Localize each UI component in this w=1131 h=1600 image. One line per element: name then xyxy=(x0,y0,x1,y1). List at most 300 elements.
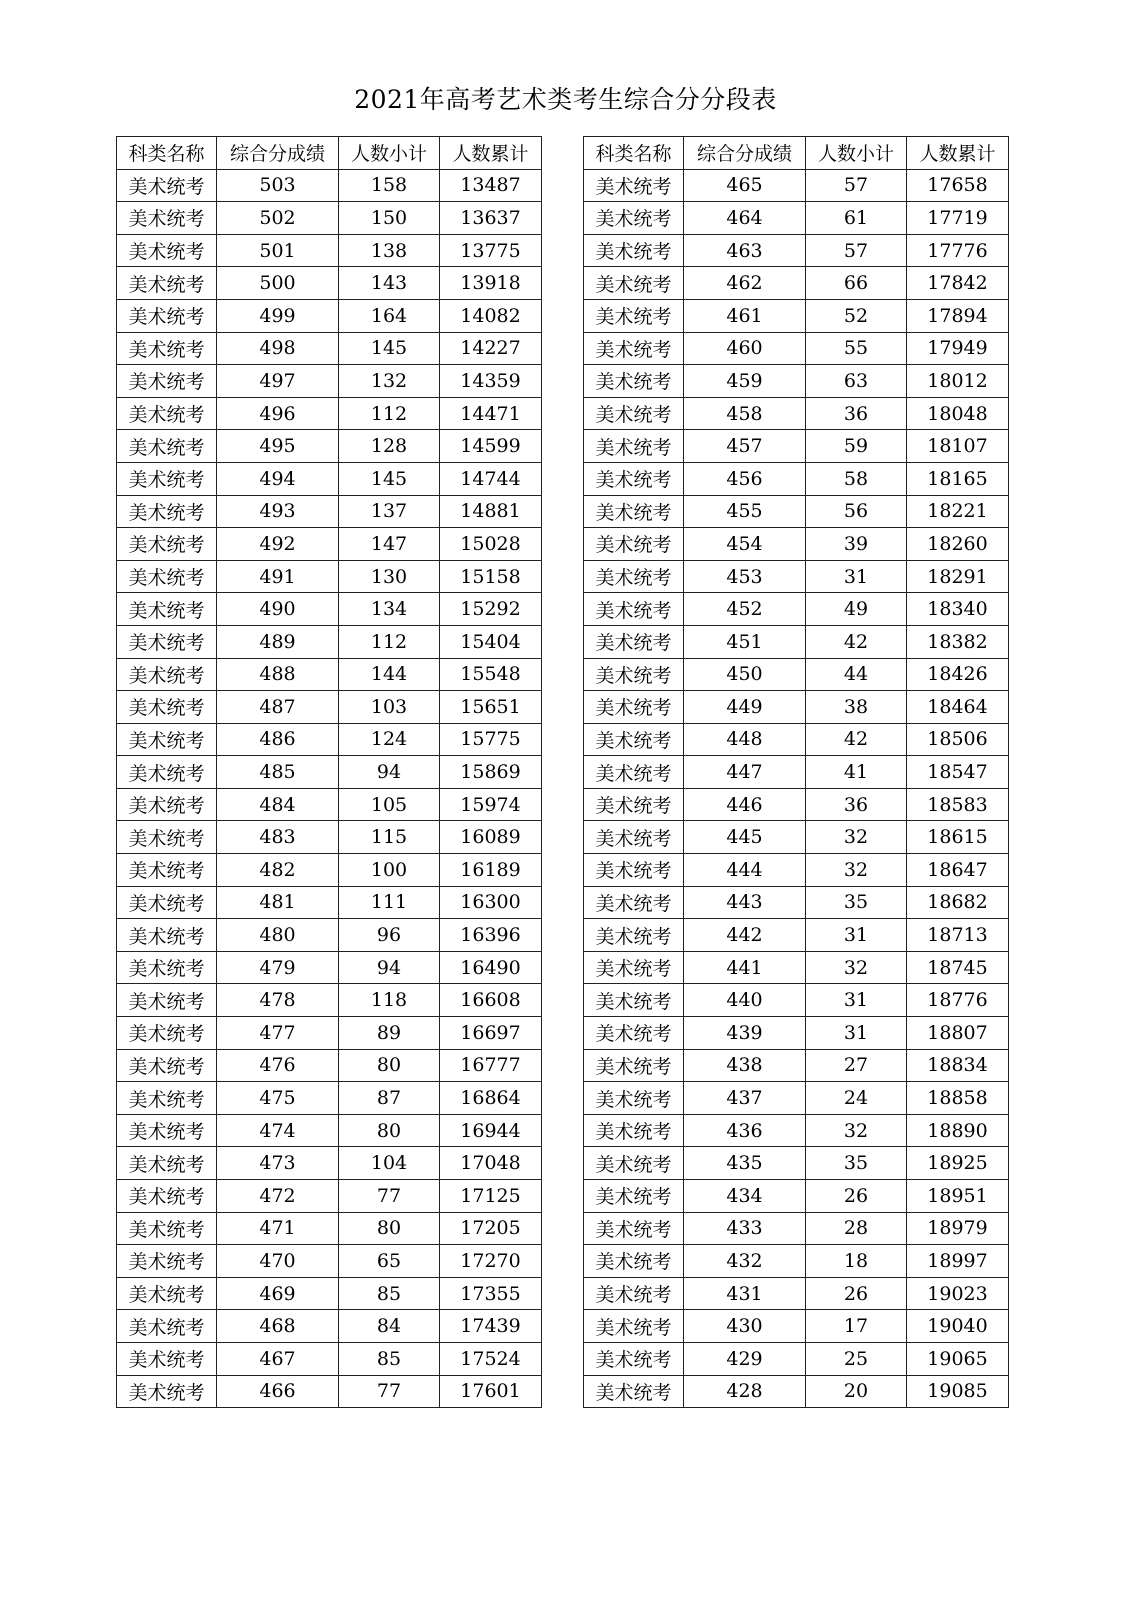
cell-score: 474 xyxy=(217,1114,339,1147)
table-row xyxy=(117,397,542,430)
cell-cumulative: 17048 xyxy=(440,1147,542,1180)
cell-count: 18 xyxy=(806,1245,907,1278)
cell-score: 503 xyxy=(217,169,339,202)
cell-count: 128 xyxy=(339,430,440,463)
cell-category: 美术统考 xyxy=(584,1147,684,1180)
cell-category: 美术统考 xyxy=(117,169,217,202)
cell-count: 28 xyxy=(806,1212,907,1245)
cell-score: 453 xyxy=(684,560,806,593)
cell-category: 美术统考 xyxy=(584,756,684,789)
cell-count: 100 xyxy=(339,854,440,887)
cell-count: 80 xyxy=(339,1212,440,1245)
cell-count: 138 xyxy=(339,234,440,267)
cell-category: 美术统考 xyxy=(117,1375,217,1408)
cell-category: 美术统考 xyxy=(584,658,684,691)
header-cumulative: 人数累计 xyxy=(440,137,542,170)
cell-category: 美术统考 xyxy=(117,495,217,528)
cell-category: 美术统考 xyxy=(117,593,217,626)
table-row xyxy=(584,919,1009,952)
cell-category: 美术统考 xyxy=(117,854,217,887)
cell-score: 487 xyxy=(217,691,339,724)
cell-cumulative: 18221 xyxy=(907,495,1009,528)
cell-cumulative: 15548 xyxy=(440,658,542,691)
table-row xyxy=(584,1114,1009,1147)
cell-count: 63 xyxy=(806,365,907,398)
cell-score: 452 xyxy=(684,593,806,626)
cell-count: 42 xyxy=(806,723,907,756)
cell-score: 446 xyxy=(684,788,806,821)
table-row xyxy=(584,854,1009,887)
table-row xyxy=(584,1342,1009,1375)
cell-cumulative: 13487 xyxy=(440,169,542,202)
cell-category: 美术统考 xyxy=(584,1114,684,1147)
table-row xyxy=(117,788,542,821)
cell-cumulative: 18682 xyxy=(907,886,1009,919)
cell-cumulative: 19040 xyxy=(907,1310,1009,1343)
cell-cumulative: 16189 xyxy=(440,854,542,887)
cell-count: 111 xyxy=(339,886,440,919)
cell-score: 499 xyxy=(217,299,339,332)
cell-category: 美术统考 xyxy=(117,1082,217,1115)
table-row xyxy=(584,1277,1009,1310)
cell-count: 164 xyxy=(339,299,440,332)
cell-cumulative: 18260 xyxy=(907,528,1009,561)
table-row xyxy=(117,593,542,626)
cell-category: 美术统考 xyxy=(117,365,217,398)
cell-count: 94 xyxy=(339,756,440,789)
cell-category: 美术统考 xyxy=(117,560,217,593)
cell-count: 77 xyxy=(339,1180,440,1213)
table-row xyxy=(584,984,1009,1017)
cell-category: 美术统考 xyxy=(117,397,217,430)
cell-category: 美术统考 xyxy=(584,1310,684,1343)
table-row xyxy=(117,365,542,398)
cell-score: 475 xyxy=(217,1082,339,1115)
cell-count: 103 xyxy=(339,691,440,724)
cell-cumulative: 17270 xyxy=(440,1245,542,1278)
cell-score: 486 xyxy=(217,723,339,756)
cell-category: 美术统考 xyxy=(117,821,217,854)
cell-score: 502 xyxy=(217,202,339,235)
cell-count: 137 xyxy=(339,495,440,528)
cell-category: 美术统考 xyxy=(117,462,217,495)
cell-count: 32 xyxy=(806,1114,907,1147)
table-row xyxy=(117,625,542,658)
cell-category: 美术统考 xyxy=(584,1082,684,1115)
table-row xyxy=(117,1017,542,1050)
cell-score: 456 xyxy=(684,462,806,495)
cell-category: 美术统考 xyxy=(584,169,684,202)
table-row xyxy=(584,267,1009,300)
cell-category: 美术统考 xyxy=(584,691,684,724)
cell-cumulative: 19065 xyxy=(907,1342,1009,1375)
cell-category: 美术统考 xyxy=(584,234,684,267)
cell-score: 428 xyxy=(684,1375,806,1408)
cell-score: 460 xyxy=(684,332,806,365)
cell-count: 66 xyxy=(806,267,907,300)
table-row xyxy=(117,1375,542,1408)
cell-category: 美术统考 xyxy=(584,1049,684,1082)
cell-cumulative: 17719 xyxy=(907,202,1009,235)
cell-cumulative: 18997 xyxy=(907,1245,1009,1278)
header-score: 综合分成绩 xyxy=(217,137,339,170)
header-score: 综合分成绩 xyxy=(684,137,806,170)
cell-category: 美术统考 xyxy=(584,332,684,365)
cell-count: 31 xyxy=(806,560,907,593)
cell-cumulative: 14881 xyxy=(440,495,542,528)
cell-cumulative: 15974 xyxy=(440,788,542,821)
cell-category: 美术统考 xyxy=(584,951,684,984)
cell-count: 85 xyxy=(339,1277,440,1310)
cell-count: 65 xyxy=(339,1245,440,1278)
cell-cumulative: 18426 xyxy=(907,658,1009,691)
header-category: 科类名称 xyxy=(584,137,684,170)
cell-count: 89 xyxy=(339,1017,440,1050)
table-header-row xyxy=(584,137,1009,170)
score-table-right xyxy=(583,136,1009,1408)
table-row xyxy=(117,1245,542,1278)
cell-category: 美术统考 xyxy=(117,1180,217,1213)
cell-score: 500 xyxy=(217,267,339,300)
cell-count: 32 xyxy=(806,854,907,887)
cell-count: 115 xyxy=(339,821,440,854)
table-row xyxy=(117,821,542,854)
cell-score: 455 xyxy=(684,495,806,528)
cell-score: 465 xyxy=(684,169,806,202)
table-row xyxy=(117,1342,542,1375)
cell-score: 454 xyxy=(684,528,806,561)
cell-category: 美术统考 xyxy=(117,528,217,561)
cell-cumulative: 18107 xyxy=(907,430,1009,463)
cell-cumulative: 18776 xyxy=(907,984,1009,1017)
cell-cumulative: 18979 xyxy=(907,1212,1009,1245)
cell-count: 57 xyxy=(806,234,907,267)
cell-cumulative: 17776 xyxy=(907,234,1009,267)
cell-category: 美术统考 xyxy=(117,625,217,658)
table-row xyxy=(117,723,542,756)
cell-count: 158 xyxy=(339,169,440,202)
cell-score: 459 xyxy=(684,365,806,398)
table-row xyxy=(117,1180,542,1213)
cell-category: 美术统考 xyxy=(117,886,217,919)
table-row xyxy=(584,756,1009,789)
cell-category: 美术统考 xyxy=(584,788,684,821)
cell-score: 471 xyxy=(217,1212,339,1245)
table-row xyxy=(584,593,1009,626)
header-category: 科类名称 xyxy=(117,137,217,170)
cell-score: 493 xyxy=(217,495,339,528)
cell-score: 476 xyxy=(217,1049,339,1082)
cell-cumulative: 15869 xyxy=(440,756,542,789)
cell-count: 31 xyxy=(806,984,907,1017)
cell-cumulative: 17658 xyxy=(907,169,1009,202)
cell-cumulative: 14471 xyxy=(440,397,542,430)
cell-category: 美术统考 xyxy=(117,1049,217,1082)
cell-category: 美术统考 xyxy=(117,984,217,1017)
cell-cumulative: 16944 xyxy=(440,1114,542,1147)
score-table-left xyxy=(116,136,542,1408)
cell-count: 84 xyxy=(339,1310,440,1343)
table-row xyxy=(584,528,1009,561)
cell-score: 437 xyxy=(684,1082,806,1115)
table-row xyxy=(584,169,1009,202)
cell-cumulative: 15028 xyxy=(440,528,542,561)
cell-category: 美术统考 xyxy=(117,202,217,235)
cell-score: 481 xyxy=(217,886,339,919)
cell-score: 429 xyxy=(684,1342,806,1375)
cell-category: 美术统考 xyxy=(117,723,217,756)
table-row xyxy=(117,462,542,495)
cell-cumulative: 13918 xyxy=(440,267,542,300)
cell-cumulative: 18858 xyxy=(907,1082,1009,1115)
cell-score: 432 xyxy=(684,1245,806,1278)
cell-score: 441 xyxy=(684,951,806,984)
cell-category: 美术统考 xyxy=(117,691,217,724)
cell-score: 433 xyxy=(684,1212,806,1245)
cell-score: 478 xyxy=(217,984,339,1017)
cell-cumulative: 16697 xyxy=(440,1017,542,1050)
cell-count: 124 xyxy=(339,723,440,756)
table-row xyxy=(117,691,542,724)
cell-count: 130 xyxy=(339,560,440,593)
cell-score: 490 xyxy=(217,593,339,626)
cell-count: 36 xyxy=(806,397,907,430)
cell-score: 458 xyxy=(684,397,806,430)
cell-count: 39 xyxy=(806,528,907,561)
cell-cumulative: 13775 xyxy=(440,234,542,267)
cell-score: 489 xyxy=(217,625,339,658)
cell-category: 美术统考 xyxy=(584,625,684,658)
table-row xyxy=(584,658,1009,691)
cell-count: 61 xyxy=(806,202,907,235)
cell-score: 461 xyxy=(684,299,806,332)
table-row xyxy=(117,560,542,593)
cell-score: 473 xyxy=(217,1147,339,1180)
cell-count: 24 xyxy=(806,1082,907,1115)
cell-count: 55 xyxy=(806,332,907,365)
cell-cumulative: 15775 xyxy=(440,723,542,756)
table-row xyxy=(117,430,542,463)
cell-category: 美术统考 xyxy=(117,658,217,691)
table-row xyxy=(584,788,1009,821)
table-row xyxy=(117,332,542,365)
cell-count: 105 xyxy=(339,788,440,821)
table-row xyxy=(584,560,1009,593)
cell-category: 美术统考 xyxy=(117,951,217,984)
table-row xyxy=(117,169,542,202)
cell-score: 501 xyxy=(217,234,339,267)
cell-count: 27 xyxy=(806,1049,907,1082)
cell-cumulative: 18382 xyxy=(907,625,1009,658)
cell-category: 美术统考 xyxy=(584,365,684,398)
cell-score: 439 xyxy=(684,1017,806,1050)
table-row xyxy=(584,1375,1009,1408)
cell-cumulative: 16396 xyxy=(440,919,542,952)
cell-score: 497 xyxy=(217,365,339,398)
cell-category: 美术统考 xyxy=(584,267,684,300)
header-count: 人数小计 xyxy=(806,137,907,170)
cell-cumulative: 18291 xyxy=(907,560,1009,593)
cell-score: 444 xyxy=(684,854,806,887)
cell-score: 494 xyxy=(217,462,339,495)
cell-cumulative: 19085 xyxy=(907,1375,1009,1408)
cell-cumulative: 15651 xyxy=(440,691,542,724)
table-row xyxy=(584,397,1009,430)
cell-count: 144 xyxy=(339,658,440,691)
table-row xyxy=(117,1277,542,1310)
cell-cumulative: 17205 xyxy=(440,1212,542,1245)
cell-count: 94 xyxy=(339,951,440,984)
cell-score: 477 xyxy=(217,1017,339,1050)
cell-cumulative: 18464 xyxy=(907,691,1009,724)
cell-category: 美术统考 xyxy=(117,1114,217,1147)
cell-cumulative: 17894 xyxy=(907,299,1009,332)
cell-cumulative: 19023 xyxy=(907,1277,1009,1310)
cell-score: 448 xyxy=(684,723,806,756)
cell-category: 美术统考 xyxy=(584,919,684,952)
cell-score: 492 xyxy=(217,528,339,561)
cell-cumulative: 18647 xyxy=(907,854,1009,887)
cell-cumulative: 18048 xyxy=(907,397,1009,430)
cell-category: 美术统考 xyxy=(117,1277,217,1310)
cell-category: 美术统考 xyxy=(584,495,684,528)
cell-score: 435 xyxy=(684,1147,806,1180)
table-row xyxy=(584,202,1009,235)
cell-category: 美术统考 xyxy=(584,528,684,561)
table-row xyxy=(584,234,1009,267)
table-row xyxy=(584,1049,1009,1082)
cell-category: 美术统考 xyxy=(584,984,684,1017)
table-row xyxy=(117,854,542,887)
cell-category: 美术统考 xyxy=(117,1147,217,1180)
cell-cumulative: 14599 xyxy=(440,430,542,463)
cell-category: 美术统考 xyxy=(584,821,684,854)
cell-cumulative: 18890 xyxy=(907,1114,1009,1147)
cell-cumulative: 18925 xyxy=(907,1147,1009,1180)
cell-score: 447 xyxy=(684,756,806,789)
table-row xyxy=(117,1082,542,1115)
cell-category: 美术统考 xyxy=(584,854,684,887)
cell-count: 26 xyxy=(806,1277,907,1310)
cell-cumulative: 18745 xyxy=(907,951,1009,984)
cell-count: 59 xyxy=(806,430,907,463)
cell-count: 104 xyxy=(339,1147,440,1180)
cell-cumulative: 16864 xyxy=(440,1082,542,1115)
table-row xyxy=(117,1114,542,1147)
cell-category: 美术统考 xyxy=(117,1310,217,1343)
table-row xyxy=(584,1082,1009,1115)
cell-category: 美术统考 xyxy=(117,267,217,300)
cell-category: 美术统考 xyxy=(584,462,684,495)
table-row xyxy=(117,984,542,1017)
cell-category: 美术统考 xyxy=(117,430,217,463)
cell-cumulative: 17439 xyxy=(440,1310,542,1343)
cell-score: 449 xyxy=(684,691,806,724)
table-row xyxy=(117,1147,542,1180)
table-row xyxy=(117,756,542,789)
cell-count: 145 xyxy=(339,332,440,365)
cell-score: 496 xyxy=(217,397,339,430)
cell-count: 32 xyxy=(806,951,907,984)
cell-category: 美术统考 xyxy=(584,299,684,332)
cell-score: 434 xyxy=(684,1180,806,1213)
cell-category: 美术统考 xyxy=(584,1017,684,1050)
cell-count: 25 xyxy=(806,1342,907,1375)
cell-cumulative: 14744 xyxy=(440,462,542,495)
cell-count: 38 xyxy=(806,691,907,724)
cell-score: 450 xyxy=(684,658,806,691)
table-header-row xyxy=(117,137,542,170)
table-row xyxy=(117,1049,542,1082)
cell-score: 467 xyxy=(217,1342,339,1375)
cell-category: 美术统考 xyxy=(117,788,217,821)
cell-category: 美术统考 xyxy=(117,332,217,365)
header-cumulative: 人数累计 xyxy=(907,137,1009,170)
table-row xyxy=(584,495,1009,528)
cell-score: 482 xyxy=(217,854,339,887)
cell-category: 美术统考 xyxy=(117,919,217,952)
cell-category: 美术统考 xyxy=(584,1212,684,1245)
table-row xyxy=(117,202,542,235)
cell-cumulative: 18615 xyxy=(907,821,1009,854)
cell-count: 96 xyxy=(339,919,440,952)
cell-category: 美术统考 xyxy=(117,299,217,332)
cell-category: 美术统考 xyxy=(117,1342,217,1375)
table-row xyxy=(584,430,1009,463)
cell-count: 41 xyxy=(806,756,907,789)
cell-cumulative: 14227 xyxy=(440,332,542,365)
cell-score: 431 xyxy=(684,1277,806,1310)
cell-category: 美术统考 xyxy=(584,723,684,756)
cell-cumulative: 18547 xyxy=(907,756,1009,789)
table-row xyxy=(584,1212,1009,1245)
cell-cumulative: 15158 xyxy=(440,560,542,593)
cell-score: 440 xyxy=(684,984,806,1017)
cell-count: 80 xyxy=(339,1114,440,1147)
cell-category: 美术统考 xyxy=(117,1017,217,1050)
table-row xyxy=(584,723,1009,756)
table-row xyxy=(117,495,542,528)
cell-cumulative: 17355 xyxy=(440,1277,542,1310)
cell-count: 132 xyxy=(339,365,440,398)
cell-count: 112 xyxy=(339,397,440,430)
table-row xyxy=(584,1245,1009,1278)
cell-cumulative: 16300 xyxy=(440,886,542,919)
table-row xyxy=(117,1212,542,1245)
cell-category: 美术统考 xyxy=(584,1180,684,1213)
table-row xyxy=(584,691,1009,724)
cell-cumulative: 16490 xyxy=(440,951,542,984)
cell-cumulative: 18506 xyxy=(907,723,1009,756)
cell-cumulative: 16089 xyxy=(440,821,542,854)
cell-score: 470 xyxy=(217,1245,339,1278)
cell-cumulative: 18165 xyxy=(907,462,1009,495)
cell-score: 466 xyxy=(217,1375,339,1408)
table-row xyxy=(117,234,542,267)
cell-count: 20 xyxy=(806,1375,907,1408)
cell-count: 35 xyxy=(806,886,907,919)
cell-cumulative: 18713 xyxy=(907,919,1009,952)
cell-count: 80 xyxy=(339,1049,440,1082)
table-row xyxy=(584,886,1009,919)
cell-score: 442 xyxy=(684,919,806,952)
cell-count: 31 xyxy=(806,919,907,952)
cell-score: 438 xyxy=(684,1049,806,1082)
cell-score: 484 xyxy=(217,788,339,821)
table-row xyxy=(584,625,1009,658)
cell-category: 美术统考 xyxy=(584,1277,684,1310)
cell-score: 464 xyxy=(684,202,806,235)
